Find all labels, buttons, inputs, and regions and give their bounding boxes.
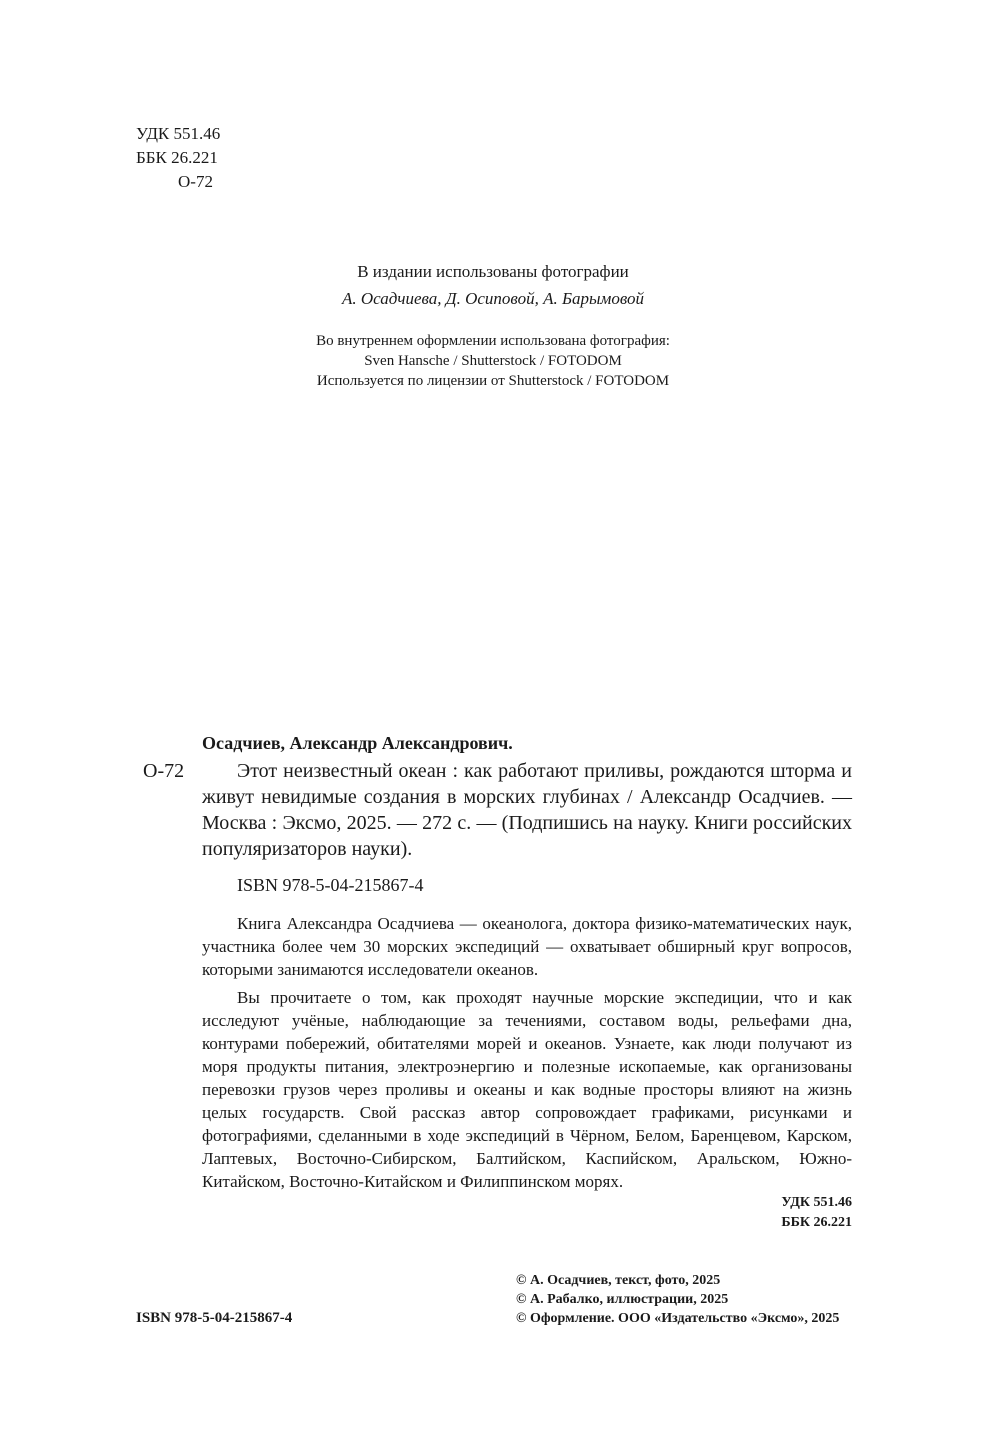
classification-codes-bottom — [640, 1193, 852, 1233]
isbn: ISBN 978-5-04-215867-4 — [237, 875, 424, 895]
cutter-mark: О-72 — [143, 760, 185, 782]
annotation-paragraph-1: Книга Александра Осадчиева — океанолога, доктора физико-математических наук, участника более чем 30 морских экспедиций — охватывает обширный круг вопросов, которыми занимаются исследователи океанов. — [202, 914, 852, 979]
copyright-block — [516, 1271, 852, 1328]
bbk-code-bottom: ББК 26.221 — [781, 1215, 852, 1230]
author-heading: Осадчиев, Александр Александрович. — [202, 733, 513, 753]
annotation — [202, 912, 852, 1193]
isbn-bottom: ISBN 978-5-04-215867-4 — [136, 1310, 293, 1326]
interior-credits-line-2: Sven Hansche / Shutterstock / FOTODOM — [364, 353, 622, 369]
interior-credits-line-1: Во внутреннем оформлении использована фотография: — [316, 333, 670, 349]
photo-credits-authors: А. Осадчиева, Д. Осиповой, А. Барымовой — [341, 289, 644, 308]
interior-design-credits — [150, 331, 836, 391]
udk-code: УДК 551.46 — [136, 124, 221, 143]
interior-credits-line-3: Используется по лицензии от Shutterstock / FOTODOM — [316, 373, 670, 389]
classification-codes-top — [136, 122, 220, 194]
bbk-code: ББК 26.221 — [136, 148, 218, 167]
copyright-line-text: © А. Осадчиев, текст, фото, 2025 — [516, 1273, 721, 1288]
photo-credits — [150, 258, 836, 312]
udk-code-bottom: УДК 551.46 — [781, 1195, 852, 1210]
annotation-paragraph-2: Вы прочитаете о том, как проходят научные морские экспедиции, что и как исследуют учёные, наблюдающие за течениями, составом воды, рельефами дна, контурами побережий, обитателями морей и океанов. Узнаете, как люди получают из моря продукты питания, электроэнергию и полезные ископаемые, как организованы перевозки грузов через проливы и океаны и как водные просторы влияют на жизнь целых государств. Свой рассказ автор сопровождает графиками, рисунками и фотографиями, сделанными в ходе экспедиций в Чёрном, Белом, Баренцевом, Карском, Лаптевых, Восточно-Сибирском, Балтийском, Каспийском, Аральском, Южно-Китайском, Восточно-Китайском и Филиппинском морях. — [202, 988, 852, 1191]
photo-credits-line: В издании использованы фотографии — [357, 262, 629, 281]
bibliographic-description: Этот неизвестный океан : как работают приливы, рождаются шторма и живут невидимые создания в морских глубинах / Александр Осадчиев. — Москва : Эксмо, 2025. — 272 с. — (Подпишись на науку. Книги российских популяризаторов науки). — [202, 760, 852, 860]
cutter-code: О-72 — [178, 172, 213, 191]
copyright-line-illustrations: © А. Рабалко, иллюстрации, 2025 — [516, 1292, 729, 1307]
copyright-line-design: © Оформление. ООО «Издательство «Эксмо», 2025 — [516, 1311, 840, 1326]
